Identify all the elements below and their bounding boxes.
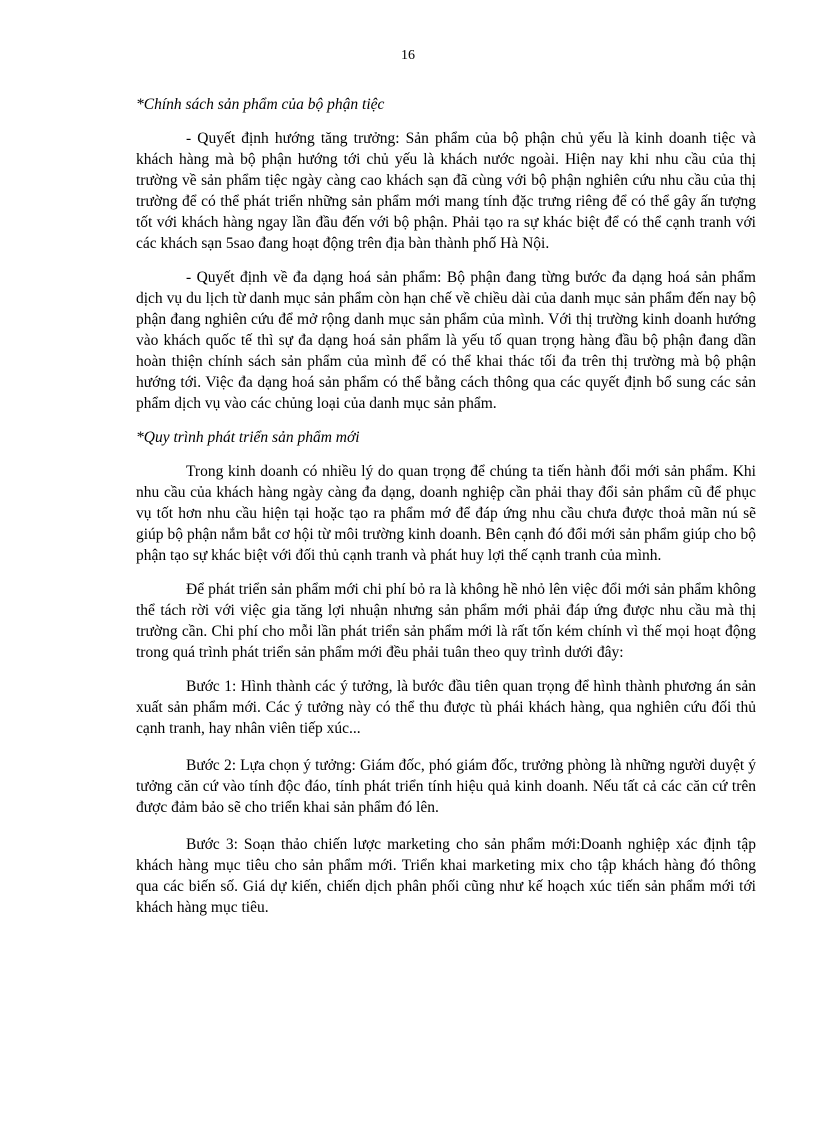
step-2-paragraph: Bước 2: Lựa chọn ý tưởng: Giám đốc, phó giám đốc, trưởng phòng là những người duyệt ý tưởng căn cứ vào tính độc đáo, tính phát triển tính hiệu quả kinh doanh. Nếu tất cả các căn cứ trên được đảm bảo sẽ cho triển khai sản phẩm đó lên. — [136, 757, 756, 816]
paragraph-diversification-decision: - Quyết định về đa dạng hoá sản phẩm: Bộ phận đang từng bước đa dạng hoá sản phẩm dịch vụ du lịch từ danh mục sản phẩm còn hạn chế về chiều dài của danh mục sản phẩm đến nay bộ phận đang nghiên cứu để mở rộng danh mục sản phẩm của mình. Với thị trường kinh doanh hướng vào khách quốc tế thì sự đa dạng hoá sản phẩm là yếu tố quan trọng hàng đầu bộ phận đang dần hoàn thiện chính sách sản phẩm của mình để có thể khai thác tối đa trên thị trường mà bộ phận hướng tới. Việc đa dạng hoá sản phẩm có thể bằng cách thông qua các quyết định bổ sung các sản phẩm dịch vụ vào các chủng loại của danh mục sản phẩm. — [136, 269, 756, 412]
paragraph-innovation-reasons: Trong kinh doanh có nhiều lý do quan trọng để chúng ta tiến hành đổi mới sản phẩm. Khi nhu cầu của khách hàng ngày càng đa dạng, doanh nghiệp cần phải thay đổi sản phẩm cũ để phục vụ tốt hơn nhu cầu hiện tại hoặc tạo ra phẩm mớ để đáp ứng nhu cầu chưa được thoả mãn nú sẽ giúp bộ phận nắm bắt cơ hội từ môi trường kinh doanh. Bên cạnh đó đổi mới sản phẩm giúp cho bộ phận tạo sự khác biệt với đối thủ cạnh tranh và phát huy lợi thế cạnh tranh của mình. — [136, 463, 756, 564]
paragraph-growth-decision: - Quyết định hướng tăng trưởng: Sản phẩm của bộ phận chủ yếu là kinh doanh tiệc và khách hàng mà bộ phận hướng tới chủ yếu là khách nước ngoài. Hiện nay khi nhu cầu của thị trường về sản phẩm tiệc ngày càng cao khách sạn đã cùng với bộ phận nghiên cứu nhu cầu của thị trường để có thể phát triển những sản phẩm mới mang tính đặc trưng riêng để có thể gây ấn tượng tốt với khách hàng ngay lần đầu đến với bộ phận. Phải tạo ra sự khác biệt để có thể cạnh tranh với các khách sạn 5sao đang hoạt động trên địa bàn thành phố Hà Nội. — [136, 130, 756, 252]
page-number: 16 — [401, 48, 415, 63]
document-body — [136, 94, 756, 934]
section-heading-product-policy: *Chính sách sản phẩm của bộ phận tiệc — [136, 96, 385, 113]
step-1-paragraph: Bước 1: Hình thành các ý tưởng, là bước đầu tiên quan trọng để hình thành phương án sản xuất sản phẩm mới. Các ý tưởng này có thể thu được tù phái khách hàng, qua nghiên cứu đối thủ cạnh tranh, hay nhân viên tiếp xúc... — [136, 678, 756, 737]
section-heading-new-product-process: *Quy trình phát triển sản phẩm mới — [136, 429, 360, 446]
step-3-paragraph: Bước 3: Soạn thảo chiến lược marketing cho sản phẩm mới:Doanh nghiệp xác định tập khách hàng mục tiêu cho sản phẩm mới. Triển khai marketing mix cho tập khách hàng đó thông qua các biến số. Giá dự kiến, chiến dịch phân phối cũng như kế hoạch xúc tiến sản phẩm mới tới khách hàng mục tiêu. — [136, 836, 756, 916]
paragraph-development-cost: Để phát triển sản phẩm mới chi phí bỏ ra là không hề nhỏ lên việc đổi mới sản phẩm không thể tách rời với việc gia tăng lợi nhuận nhưng sản phẩm mới phải đáp ứng được nhu cầu mà thị trường cần. Chi phí cho mỗi lần phát triển sản phẩm mới là rất tốn kém chính vì thế mọi hoạt động trong quá trình phát triển sản phẩm mới đều phải tuân theo quy trình dưới đây: — [136, 581, 756, 661]
